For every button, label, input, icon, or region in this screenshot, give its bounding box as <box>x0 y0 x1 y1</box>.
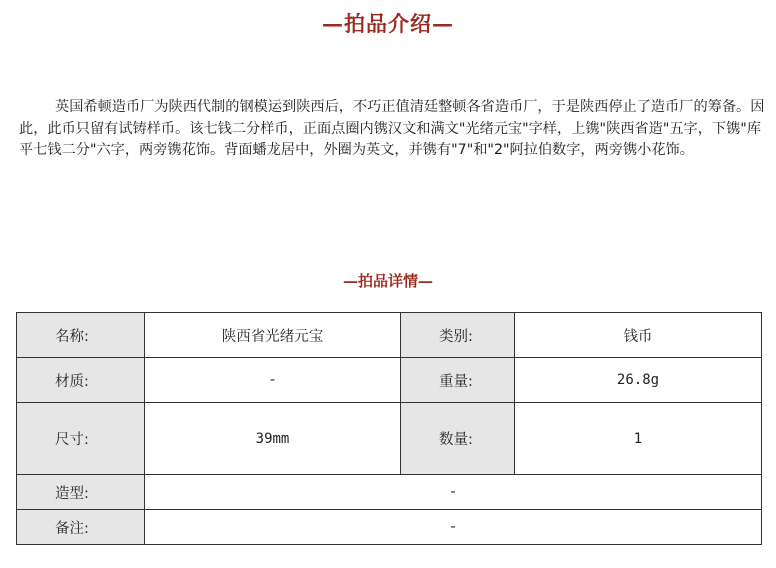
shape-label: 造型: <box>17 475 145 510</box>
category-value: 钱币 <box>515 313 762 358</box>
note-value: - <box>145 510 762 545</box>
name-label: 名称: <box>17 313 145 358</box>
intro-text: 英国希顿造币厂为陕西代制的钢模运到陕西后，不巧正值清廷整顿各省造币厂，于是陕西停止了造币厂的筹备。因此，此币只留有试铸样币。该七钱二分样币，正面点圈内镌汉文和满文"光绪元宝"字样，上镌"陕西省造"五字，下镌"库平七钱二分"六字，两旁镌花饰。背面蟠龙居中，外圈为英文，并镌有"7"和"2"阿拉伯数字，两旁镌小花饰。 <box>19 99 765 158</box>
category-label: 类别: <box>401 313 515 358</box>
table-row <box>17 313 762 358</box>
details-table <box>16 312 762 545</box>
quantity-value: 1 <box>515 403 762 475</box>
table-row <box>17 475 762 510</box>
name-value: 陕西省光绪元宝 <box>145 313 401 358</box>
size-value: 39mm <box>145 403 401 475</box>
note-label: 备注: <box>17 510 145 545</box>
quantity-label: 数量: <box>401 403 515 475</box>
size-label: 尺寸: <box>17 403 145 475</box>
material-label: 材质: <box>17 358 145 403</box>
detail-title: —拍品详情— <box>342 272 433 290</box>
table-row <box>17 510 762 545</box>
material-value: - <box>145 358 401 403</box>
weight-value: 26.8g <box>515 358 762 403</box>
table-row <box>17 403 762 475</box>
weight-label: 重量: <box>401 358 515 403</box>
shape-value: - <box>145 475 762 510</box>
intro-title: —拍品介绍— <box>322 11 454 36</box>
table-row <box>17 358 762 403</box>
